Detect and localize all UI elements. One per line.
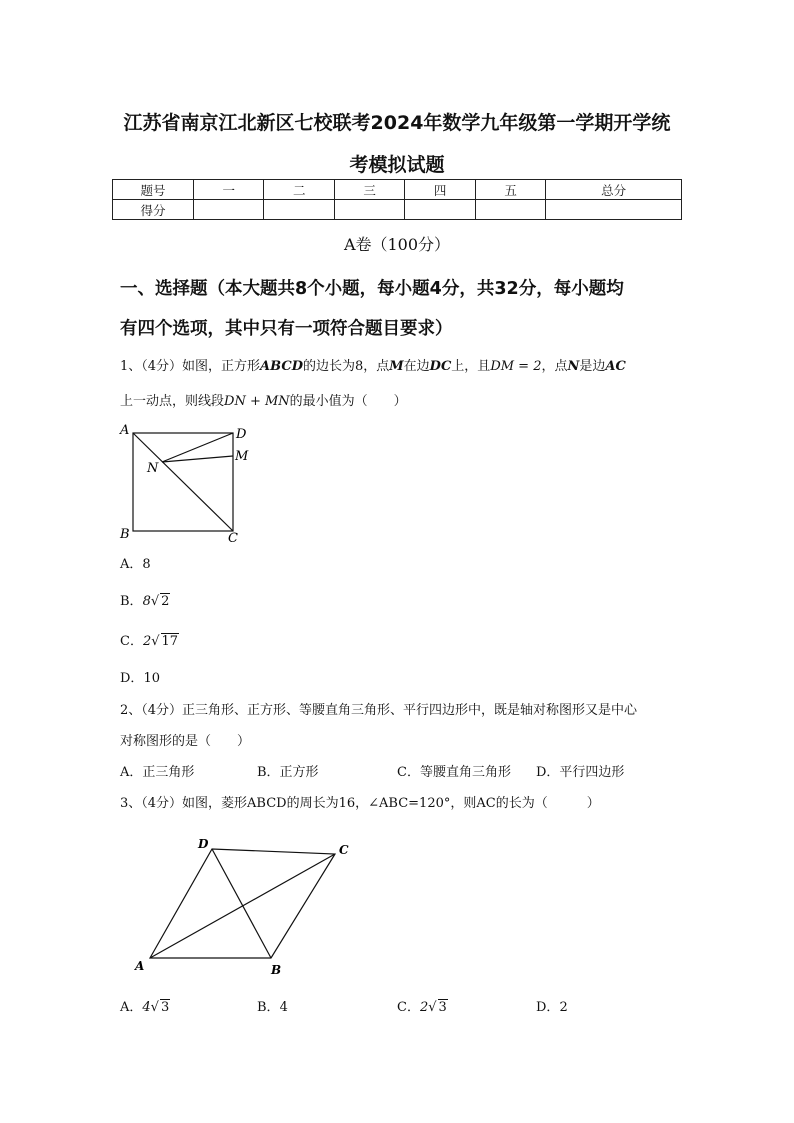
option-coefficient: 4 — [142, 1000, 151, 1015]
q1-segment-mn — [162, 456, 233, 462]
q1-text: 在边 — [403, 359, 430, 374]
q1-label-m: M — [235, 449, 249, 464]
q1-stem-line-1 — [120, 355, 626, 374]
q1-var-m: M — [389, 359, 404, 374]
q1-square-figure — [112, 420, 262, 545]
score-header-cell: 总分 — [546, 180, 682, 200]
q3-label-b: B — [271, 963, 282, 977]
option-value: 4 — [279, 1000, 288, 1015]
score-input-cell[interactable] — [264, 200, 334, 220]
option-letter: D． — [120, 671, 144, 686]
score-input-cell[interactable] — [546, 200, 682, 220]
option-value: 10 — [143, 671, 160, 686]
option-letter: A． — [120, 557, 143, 572]
option-letter: B． — [257, 1000, 280, 1015]
option-letter: B． — [120, 594, 143, 609]
q3-option-d[interactable] — [536, 996, 568, 1015]
option-coefficient: 8 — [142, 594, 151, 609]
option-value: 8 — [142, 557, 151, 572]
q1-text: 的边长为8，点 — [302, 359, 390, 374]
score-header-cell: 题号 — [113, 180, 194, 200]
q1-stem-line-2 — [120, 390, 407, 409]
sqrt-sign: √ 3 — [428, 1000, 447, 1015]
q1-label-a: A — [120, 423, 130, 438]
option-letter: A． — [120, 1000, 143, 1015]
score-row-label: 得分 — [113, 200, 194, 220]
option-radicand: 3 — [160, 1000, 170, 1015]
q2-option-c[interactable]: C．等腰直角三角形 — [397, 765, 511, 780]
option-coefficient: 2 — [419, 1000, 429, 1015]
option-letter: C． — [120, 634, 143, 649]
q1-text: 是边 — [579, 359, 606, 374]
option-letter: C． — [397, 1000, 420, 1015]
option-radicand: 2 — [161, 594, 170, 609]
score-table-header-row — [113, 180, 682, 200]
section-heading-line-1: 一、选择题（本大题共8个小题，每小题4分，共32分，每小题均 — [120, 279, 624, 299]
q1-option-c[interactable] — [120, 630, 179, 649]
q2-option-d[interactable]: D．平行四边形 — [536, 765, 625, 780]
q1-var-dc: DC — [429, 359, 452, 374]
score-header-cell: 三 — [334, 180, 404, 200]
q3-label-a: A — [135, 959, 145, 973]
score-input-cell[interactable] — [194, 200, 264, 220]
score-header-cell: 四 — [405, 180, 475, 200]
sqrt-sign: √ 17 — [151, 634, 179, 649]
q1-diagonal-ac — [133, 433, 233, 531]
q1-segment-dn — [162, 433, 233, 462]
score-input-cell[interactable] — [405, 200, 475, 220]
option-letter: D． — [536, 1000, 560, 1015]
score-header-cell: 二 — [264, 180, 334, 200]
q1-text: 上，且 — [451, 359, 491, 374]
q3-stem: 3、（4分）如图，菱形ABCD的周长为16，∠ABC=120°，则AC的长为（ ） — [120, 796, 600, 811]
q1-text: 1、（4分）如图，正方形 — [120, 359, 261, 374]
q1-label-n: N — [147, 461, 159, 476]
exam-title-line-1: 江苏省南京江北新区七校联考2024年数学九年级第一学期开学统 — [123, 112, 671, 134]
q1-var-ac: AC — [605, 359, 626, 374]
score-input-cell[interactable] — [334, 200, 404, 220]
score-table — [112, 179, 682, 220]
q1-option-d[interactable] — [120, 667, 160, 686]
section-heading-line-2: 有四个选项，其中只有一项符合题目要求） — [120, 319, 453, 339]
exam-title-line-2: 考模拟试题 — [349, 154, 445, 176]
q1-label-d: D — [236, 427, 247, 442]
q1-text: 的最小值为（ ） — [289, 394, 407, 409]
q3-diagonal-bd — [212, 849, 271, 958]
q3-option-c[interactable] — [397, 996, 448, 1015]
q1-var-abcd: ABCD — [260, 359, 303, 374]
q2-stem-line-1: 2、（4分）正三角形、正方形、等腰直角三角形、平行四边形中，既是轴对称图形又是中心 — [120, 703, 638, 718]
q3-rhombus — [150, 849, 335, 958]
q1-expr: DN + MN — [224, 394, 290, 409]
sqrt-sign: √ 2 — [150, 594, 170, 609]
option-radicand: 3 — [438, 1000, 447, 1015]
score-header-cell: 五 — [475, 180, 545, 200]
q2-option-b[interactable]: B．正方形 — [257, 765, 319, 780]
option-radicand: 17 — [161, 634, 179, 649]
volume-heading: A卷（100分） — [343, 235, 451, 254]
q1-text: ，点 — [541, 359, 568, 374]
q3-label-c: C — [339, 843, 349, 857]
score-input-cell[interactable] — [475, 200, 545, 220]
q3-option-b[interactable] — [257, 996, 288, 1015]
q1-label-c: C — [228, 531, 238, 545]
q2-option-a[interactable]: A．正三角形 — [120, 765, 195, 780]
q1-eq-dm: DM = 2 — [490, 359, 542, 374]
q1-label-b: B — [120, 527, 130, 542]
q1-option-a[interactable] — [120, 553, 151, 572]
option-coefficient: 2 — [142, 634, 152, 649]
q3-label-d: D — [198, 837, 209, 851]
q2-stem-line-2: 对称图形的是（ ） — [120, 734, 251, 749]
q1-text: 上一动点，则线段 — [120, 394, 225, 409]
score-table-score-row — [113, 200, 682, 220]
q3-rhombus-figure — [128, 832, 368, 982]
q1-option-b[interactable] — [120, 590, 170, 609]
option-value: 2 — [559, 1000, 568, 1015]
q1-var-n: N — [567, 359, 580, 374]
sqrt-sign: √ 3 — [150, 1000, 170, 1015]
q3-option-a[interactable] — [120, 996, 170, 1015]
score-header-cell: 一 — [194, 180, 264, 200]
